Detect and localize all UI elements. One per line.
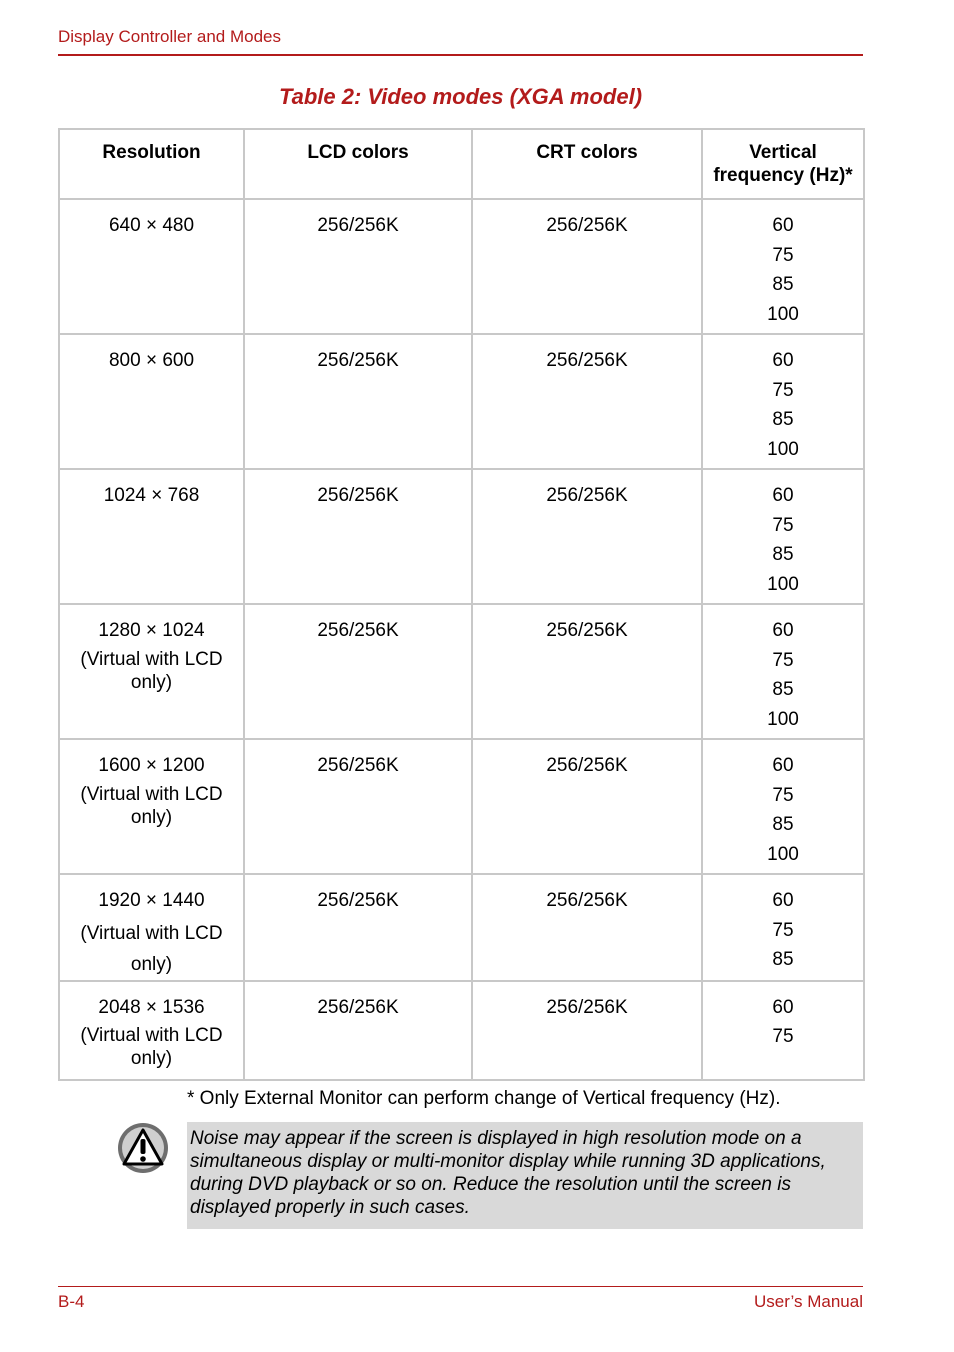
crt-colors-cell: 256/256K — [472, 739, 702, 874]
frequency-value: 60 — [772, 755, 794, 776]
lcd-colors-cell: 256/256K — [244, 334, 472, 469]
video-modes-table — [58, 128, 865, 1081]
vertical-frequency-cell — [702, 981, 864, 1080]
resolution-value: 1920 × 1440 — [98, 890, 205, 911]
crt-colors-cell: 256/256K — [472, 334, 702, 469]
lcd-colors-cell: 256/256K — [244, 199, 472, 334]
table-row — [59, 981, 864, 1080]
frequency-value: 60 — [772, 620, 794, 641]
table-body — [59, 199, 864, 1080]
frequency-value: 75 — [772, 784, 794, 806]
resolution-cell — [59, 199, 244, 334]
resolution-cell — [59, 739, 244, 874]
frequency-value: 75 — [772, 1026, 794, 1047]
table-row — [59, 874, 864, 981]
caution-note: Noise may appear if the screen is displayed in high resolution mode on a simultaneous display or multi-monitor display while running 3D applications, during DVD playback or so on. Reduce the resolution until the screen is displayed properly in such cases. — [187, 1122, 863, 1229]
frequency-value: 75 — [772, 244, 794, 266]
header-divider — [58, 54, 863, 56]
frequency-value: 60 — [772, 996, 794, 1018]
frequency-value: 60 — [772, 350, 794, 371]
frequency-value: 85 — [772, 949, 794, 970]
vertical-frequency-cell — [702, 469, 864, 604]
frequency-value: 60 — [772, 485, 794, 506]
vertical-frequency-cell — [702, 739, 864, 874]
warning-icon — [117, 1122, 169, 1174]
resolution-cell — [59, 604, 244, 739]
resolution-value: 640 × 480 — [108, 215, 195, 236]
table-title: Table 2: Video modes (XGA model) — [278, 84, 643, 109]
resolution-value: 2048 × 1536 — [98, 996, 205, 1018]
resolution-cell — [59, 334, 244, 469]
resolution-note: (Virtual with LCD only) — [80, 1025, 223, 1069]
crt-colors-cell: 256/256K — [472, 604, 702, 739]
resolution-cell — [59, 981, 244, 1080]
table-row — [59, 604, 864, 739]
frequency-value: 100 — [767, 438, 799, 460]
frequency-value: 75 — [772, 919, 794, 941]
table-row — [59, 334, 864, 469]
running-header: Display Controller and Modes — [58, 27, 281, 46]
page-number: B-4 — [58, 1292, 85, 1311]
resolution-note: (Virtual with LCD only) — [80, 648, 223, 693]
resolution-value: 1280 × 1024 — [98, 620, 205, 641]
frequency-value: 75 — [772, 514, 794, 536]
table-row — [59, 469, 864, 604]
frequency-value: 100 — [767, 708, 799, 730]
resolution-value: 800 × 600 — [108, 350, 195, 371]
table-row — [59, 739, 864, 874]
vertical-frequency-cell — [702, 334, 864, 469]
frequency-value: 75 — [772, 649, 794, 671]
crt-colors-cell: 256/256K — [472, 199, 702, 334]
column-header-crt-colors: CRT colors — [472, 129, 702, 199]
vertical-frequency-cell — [702, 199, 864, 334]
lcd-colors-cell: 256/256K — [244, 981, 472, 1080]
resolution-value: 1600 × 1200 — [98, 755, 205, 776]
lcd-colors-cell: 256/256K — [244, 604, 472, 739]
resolution-cell — [59, 469, 244, 604]
frequency-value: 60 — [772, 215, 794, 236]
resolution-cell — [59, 874, 244, 981]
column-header-vertical-frequency: Vertical frequency (Hz)* — [702, 129, 864, 199]
table-header-row — [59, 129, 864, 199]
frequency-value: 100 — [767, 843, 799, 865]
frequency-value: 85 — [772, 544, 794, 565]
frequency-value: 100 — [767, 573, 799, 595]
crt-colors-cell: 256/256K — [472, 469, 702, 604]
frequency-value: 85 — [772, 274, 794, 295]
vertical-frequency-cell — [702, 604, 864, 739]
lcd-colors-cell: 256/256K — [244, 874, 472, 981]
resolution-value: 1024 × 768 — [103, 485, 200, 506]
column-header-lcd-colors: LCD colors — [244, 129, 472, 199]
lcd-colors-cell: 256/256K — [244, 469, 472, 604]
resolution-note: (Virtual with LCD only) — [80, 783, 223, 828]
frequency-value: 85 — [772, 409, 794, 430]
frequency-value: 85 — [772, 679, 794, 700]
vertical-frequency-cell — [702, 874, 864, 981]
table-footnote: * Only External Monitor can perform change of Vertical frequency (Hz). — [187, 1088, 781, 1109]
column-header-resolution: Resolution — [59, 129, 244, 199]
frequency-value: 60 — [772, 890, 794, 911]
lcd-colors-cell: 256/256K — [244, 739, 472, 874]
frequency-value: 100 — [767, 303, 799, 325]
manual-title: User’s Manual — [754, 1292, 863, 1311]
frequency-value: 75 — [772, 379, 794, 401]
footer-divider — [58, 1286, 863, 1287]
crt-colors-cell: 256/256K — [472, 981, 702, 1080]
table-row — [59, 199, 864, 334]
resolution-note: (Virtual with LCD only) — [80, 922, 223, 975]
frequency-value: 85 — [772, 814, 794, 835]
crt-colors-cell: 256/256K — [472, 874, 702, 981]
